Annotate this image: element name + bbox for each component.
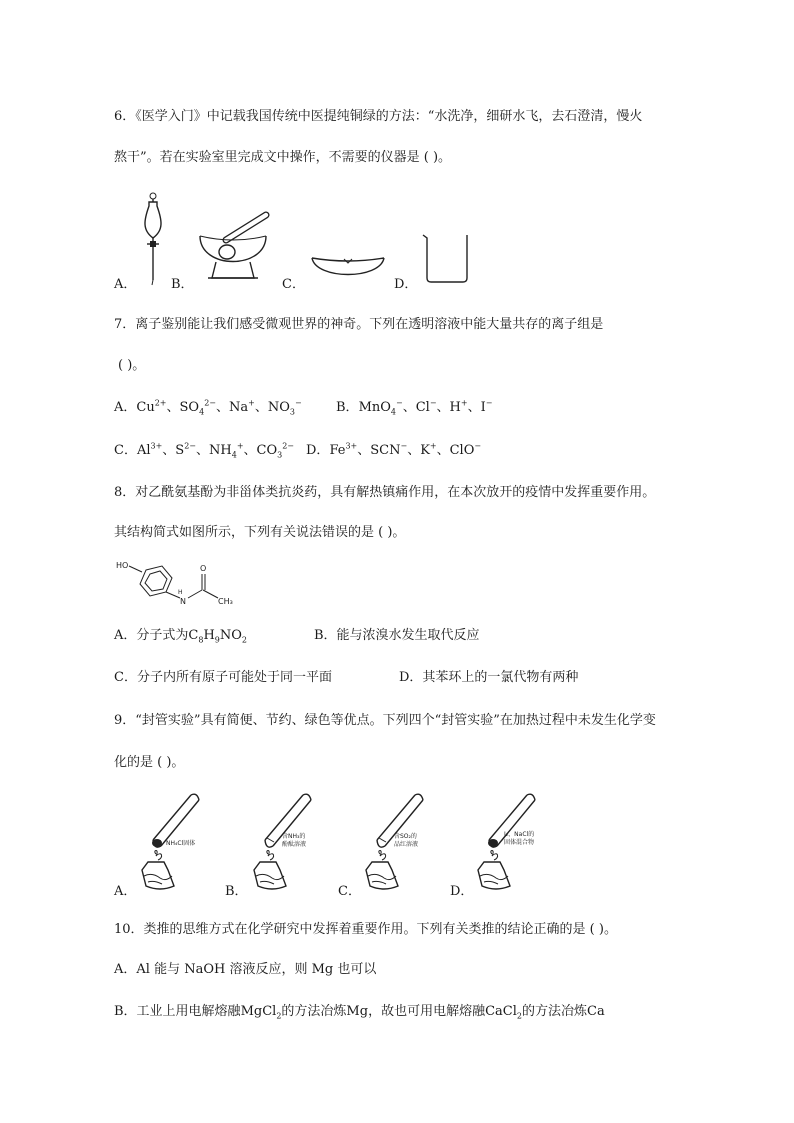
q10-option-a[interactable]: A．Al 能与 NaOH 溶液反应，则 Mg 也可以 bbox=[114, 962, 377, 977]
q9-line2: 化的是 ( )。 bbox=[114, 755, 185, 770]
sealed-tube-c bbox=[364, 790, 444, 895]
svg-text:固体混合物: 固体混合物 bbox=[504, 839, 535, 846]
q10-option-b[interactable]: B．工业上用电解熔融MgCl$_2$的方法冶炼Mg，故也可用电解熔融CaCl$_2$的方法冶炼Ca bbox=[114, 1004, 605, 1021]
struct-h: H bbox=[178, 589, 183, 596]
q6-option-d-label[interactable]: D． bbox=[394, 277, 418, 292]
q7-option-d[interactable]: D．$Fe^{3+}$、SCN−、K+、ClO− bbox=[306, 441, 482, 458]
struct-ch3: CH₃ bbox=[218, 597, 233, 606]
q8-option-b[interactable]: B．能与浓溴水发生取代反应 bbox=[314, 628, 480, 643]
q7-option-a-label: A． bbox=[114, 400, 137, 415]
q7-option-c[interactable]: C．$Al^{3+}$、$S^{2-}$、$NH_4^+$、$CO_3^{2-}$ bbox=[114, 441, 295, 460]
svg-text:含SO₂的: 含SO₂的 bbox=[394, 833, 417, 840]
q6-option-b-label[interactable]: B． bbox=[171, 277, 194, 292]
svg-text:含NH₃的: 含NH₃的 bbox=[282, 833, 306, 840]
q6-line1: 6．《医学入门》中记载我国传统中医提纯铜绿的方法：“水洗净，细研水飞，去石澄清，慢火 bbox=[114, 109, 643, 124]
q8-option-d[interactable]: D．其苯环上的一氯代物有两种 bbox=[399, 670, 579, 685]
acetaminophen-structure bbox=[116, 556, 246, 610]
q6-line2: 熬干”。若在实验室里完成文中操作，不需要的仪器是 ( )。 bbox=[114, 150, 452, 165]
q8-line1: 8．对乙酰氨基酚为非甾体类抗炎药，具有解热镇痛作用，在本次放开的疫情中发挥重要作用。 bbox=[114, 485, 656, 500]
q7-option-c-label: C． bbox=[114, 443, 137, 458]
sealed-tube-b bbox=[252, 790, 332, 895]
q8-option-a[interactable]: A．分子式为$C_8H_9NO_2$ bbox=[114, 628, 248, 645]
q6-option-a-label[interactable]: A． bbox=[114, 277, 137, 292]
separatory-funnel-icon bbox=[138, 192, 168, 287]
q7-line1: 7．离子鉴别能让我们感受微观世界的神奇。下列在透明溶液中能大量共存的离子组是 bbox=[114, 317, 604, 332]
sealed-tube-a bbox=[140, 790, 220, 895]
svg-text:I₂、NaCl的: I₂、NaCl的 bbox=[504, 831, 535, 838]
evaporating-dish-icon bbox=[308, 250, 388, 285]
q9-option-d-label[interactable]: D． bbox=[450, 884, 474, 899]
svg-text:酚酞溶液: 酚酞溶液 bbox=[282, 841, 307, 848]
svg-text:品红溶液: 品红溶液 bbox=[394, 841, 419, 848]
q9-option-c-label[interactable]: C． bbox=[338, 884, 361, 899]
struct-ho: HO bbox=[116, 561, 129, 570]
q6-option-c-label[interactable]: C． bbox=[282, 277, 305, 292]
q8-line2: 其结构简式如图所示，下列有关说法错误的是 ( )。 bbox=[114, 525, 406, 540]
q8-option-c[interactable]: C．分子内所有原子可能处于同一平面 bbox=[114, 670, 332, 685]
q7-option-a[interactable]: A．$Cu^{2+}$、$SO_4^{2-}$、Na+、$NO_3^-$ bbox=[114, 398, 302, 417]
q7-option-b[interactable]: B．MnO$_4$−、Cl−、H+、I− bbox=[336, 398, 493, 417]
struct-o: O bbox=[200, 564, 207, 573]
q7-option-b-label: B． bbox=[336, 400, 359, 415]
q10-line1: 10．类推的思维方式在化学研究中发挥着重要作用。下列有关类推的结论正确的是 ( )。 bbox=[114, 922, 617, 937]
q9-line1: 9．“封管实验”具有简便、节约、绿色等优点。下列四个“封管实验”在加热过程中未发生化学变 bbox=[114, 713, 656, 728]
q9-option-b-label[interactable]: B． bbox=[225, 884, 248, 899]
sealed-tube-d bbox=[476, 790, 556, 895]
svg-text:NH₄Cl固体: NH₄Cl固体 bbox=[166, 840, 196, 847]
beaker-icon bbox=[420, 232, 472, 284]
struct-n: N bbox=[180, 597, 186, 606]
q7-line2: ( )。 bbox=[118, 358, 146, 373]
q7-option-d-label: D． bbox=[306, 443, 330, 458]
mortar-and-pestle-icon bbox=[196, 210, 276, 285]
q9-option-a-label[interactable]: A． bbox=[114, 884, 137, 899]
